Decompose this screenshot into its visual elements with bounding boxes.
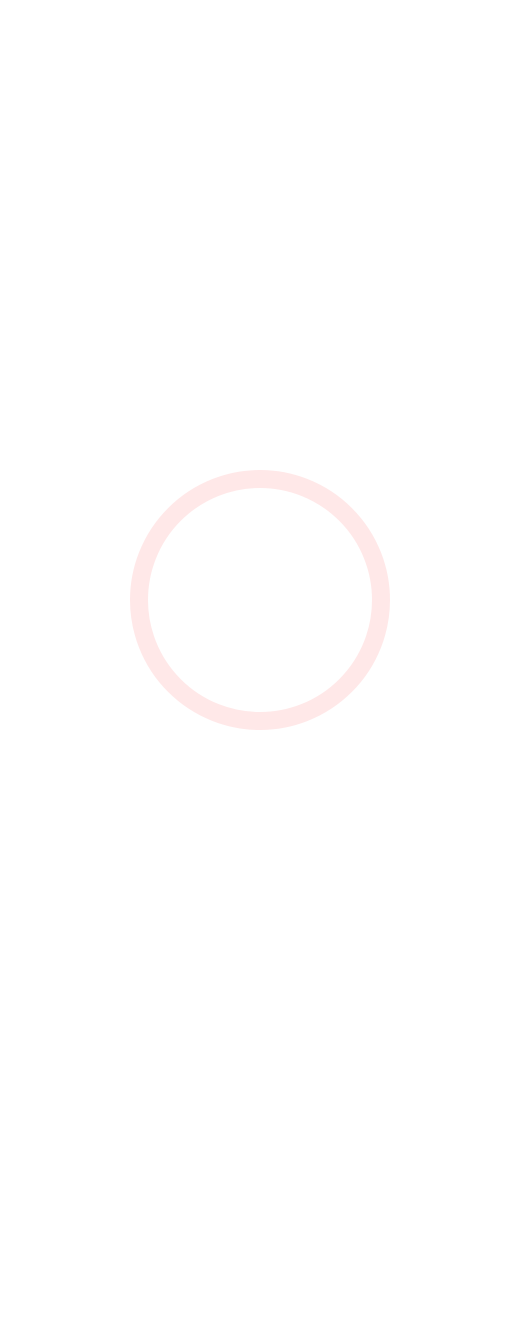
section-paragraph-1 [10, 1050, 510, 1230]
body-paragraph-1 [10, 114, 510, 634]
headline-1 [10, 52, 510, 76]
body-paragraph-3 [10, 772, 510, 982]
headline-2 [10, 82, 510, 106]
section-paragraph-2 [10, 1234, 510, 1324]
body-paragraph-2 [10, 638, 510, 768]
section-headline [10, 988, 510, 1044]
article-header [10, 12, 510, 42]
